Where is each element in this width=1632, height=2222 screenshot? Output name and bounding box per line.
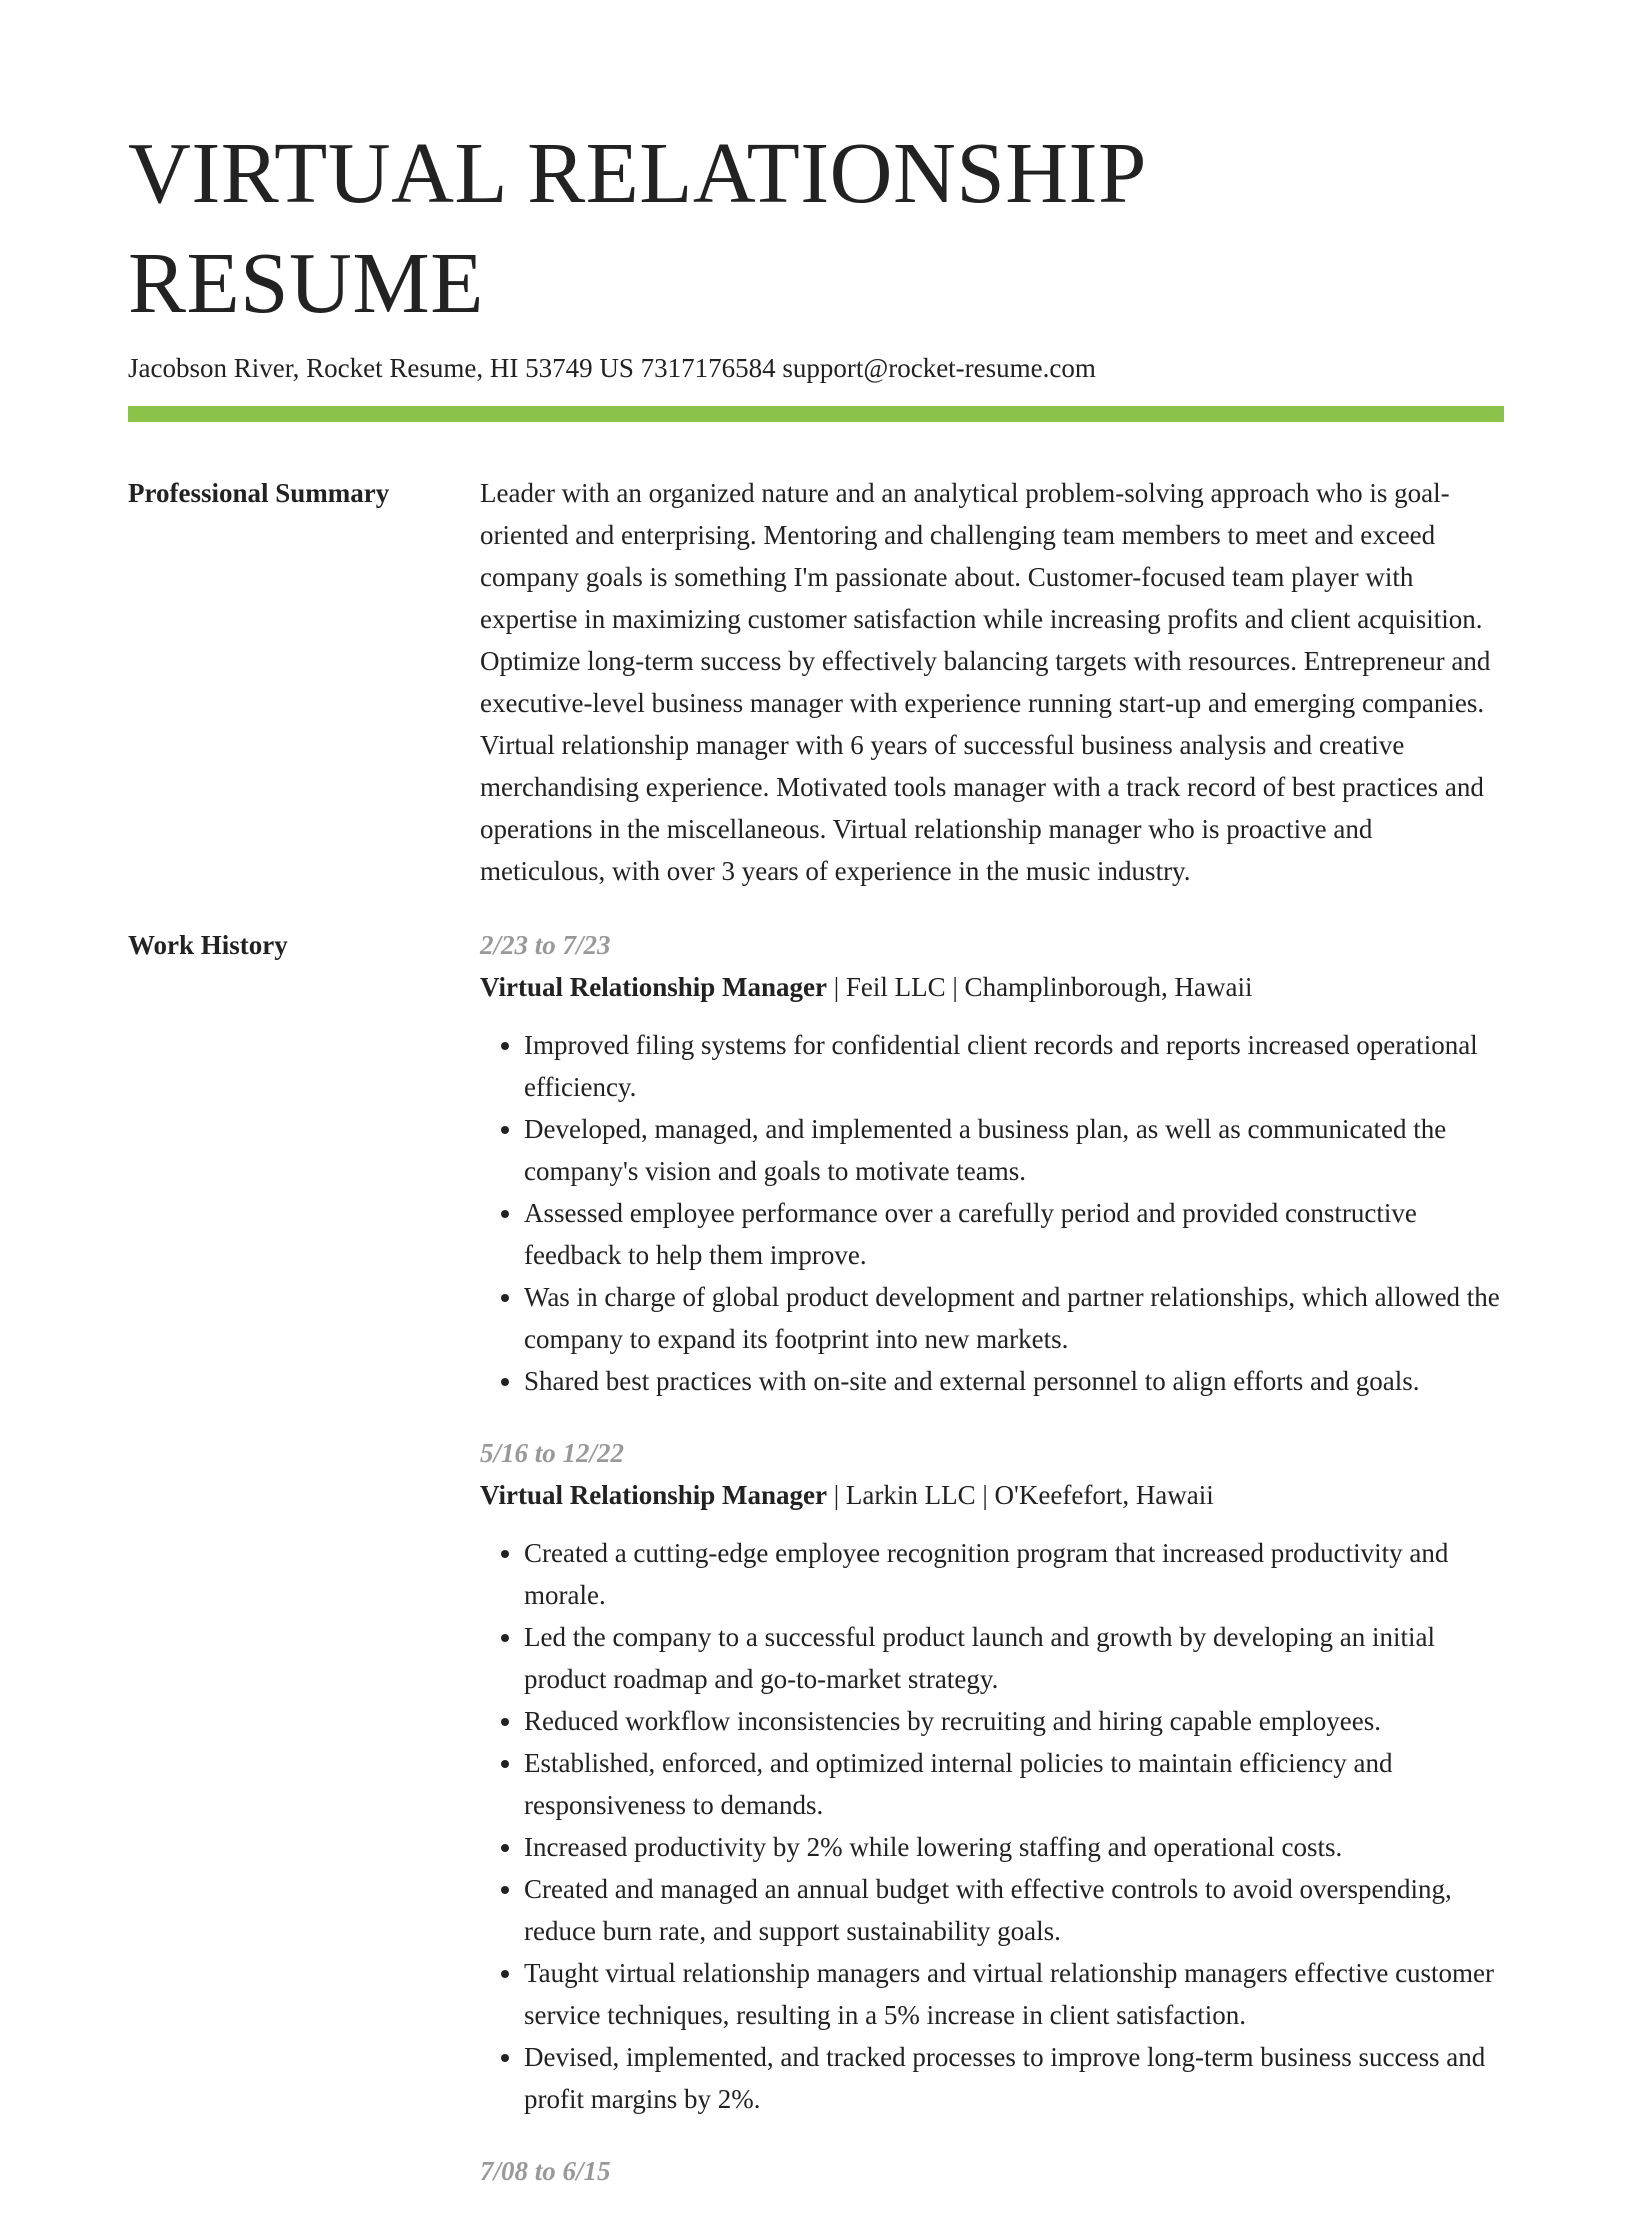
job-bullet: • Created and managed an annual budget with effective controls to avoid overspending, reduce burn rate, and support sustainability goals. (524, 1868, 1504, 1952)
job-company-location: | Larkin LLC | O'Keefefort, Hawaii (827, 1480, 1214, 1510)
job-bullet: • Increased productivity by 2% while lowering staffing and operational costs. (524, 1826, 1504, 1868)
job-title: Virtual Relationship Manager (480, 1480, 827, 1510)
job-dates: 7/08 to 6/15 (480, 2156, 611, 2186)
job-dates: 2/23 to 7/23 (480, 930, 611, 960)
job-title-line (480, 966, 1504, 1008)
job-title: Virtual Relationship Manager (480, 972, 827, 1002)
section-label-professional-summary: Professional Summary (128, 478, 390, 508)
section-label-work-history: Work History (128, 930, 288, 960)
header-divider (128, 406, 1504, 422)
job-bullet: • Was in charge of global product development and partner relationships, which allowed the company to expand its footprint into new markets. (524, 1276, 1504, 1360)
job-bullet: • Reduced workflow inconsistencies by recruiting and hiring capable employees. (524, 1700, 1504, 1742)
summary-text: Leader with an organized nature and an analytical problem-solving approach who is goal-oriented and enterprising. Mentoring and challenging team members to meet and exceed company goals is something I'm passionate about. Customer-focused team player with expertise in maximizing customer satisfaction while increasing profits and client acquisition. Optimize long-term success by effectively balancing targets with resources. Entrepreneur and executive-level business manager with experience running start-up and emerging companies. Virtual relationship manager with 6 years of successful business analysis and creative merchandising experience. Motivated tools manager with a track record of best practices and operations in the miscellaneous. Virtual relationship manager who is proactive and meticulous, with over 3 years of experience in the music industry. (480, 478, 1491, 886)
job-bullet: • Taught virtual relationship managers and virtual relationship managers effective customer service techniques, resulting in a 5% increase in client satisfaction. (524, 1952, 1504, 2036)
job-bullet: • Established, enforced, and optimized internal policies to maintain efficiency and responsiveness to demands. (524, 1742, 1504, 1826)
contact-line: Jacobson River, Rocket Resume, HI 53749 US 7317176584 support@rocket-resume.com (128, 353, 1096, 383)
work-history-section (128, 924, 1504, 2222)
job-dates: 5/16 to 12/22 (480, 1438, 625, 1468)
job-bullet: • Created a cutting-edge employee recognition program that increased productivity and morale. (524, 1532, 1504, 1616)
job-entry-2 (480, 1432, 1504, 2120)
job-bullet: • Shared best practices with on-site and external personnel to align efforts and goals. (524, 1360, 1504, 1402)
job-bullet: • Led the company to a successful product launch and growth by developing an initial product roadmap and go-to-market strategy. (524, 1616, 1504, 1700)
job-bullet-list (480, 1024, 1504, 1402)
professional-summary-section (128, 472, 1504, 892)
job-company-location: | Feil LLC | Champlinborough, Hawaii (827, 972, 1253, 1002)
job-bullet: • Developed, managed, and implemented a business plan, as well as communicated the company's vision and goals to motivate teams. (524, 1108, 1504, 1192)
job-bullet: • Devised, implemented, and tracked processes to improve long-term business success and profit margins by 2%. (524, 2036, 1504, 2120)
job-entry-1 (480, 924, 1504, 1402)
job-bullet-list (480, 1532, 1504, 2120)
job-entry-3 (480, 2150, 1504, 2192)
resume-name-heading: VIRTUAL RELATIONSHIP RESUME (128, 124, 1144, 331)
resume-page (128, 0, 1504, 2222)
job-bullet: • Improved filing systems for confidential client records and reports increased operational efficiency. (524, 1024, 1504, 1108)
professional-summary-body (480, 472, 1504, 892)
work-history-body (480, 924, 1504, 2222)
job-title-line (480, 1474, 1504, 1516)
job-bullet: • Assessed employee performance over a carefully period and provided constructive feedback to help them improve. (524, 1192, 1504, 1276)
